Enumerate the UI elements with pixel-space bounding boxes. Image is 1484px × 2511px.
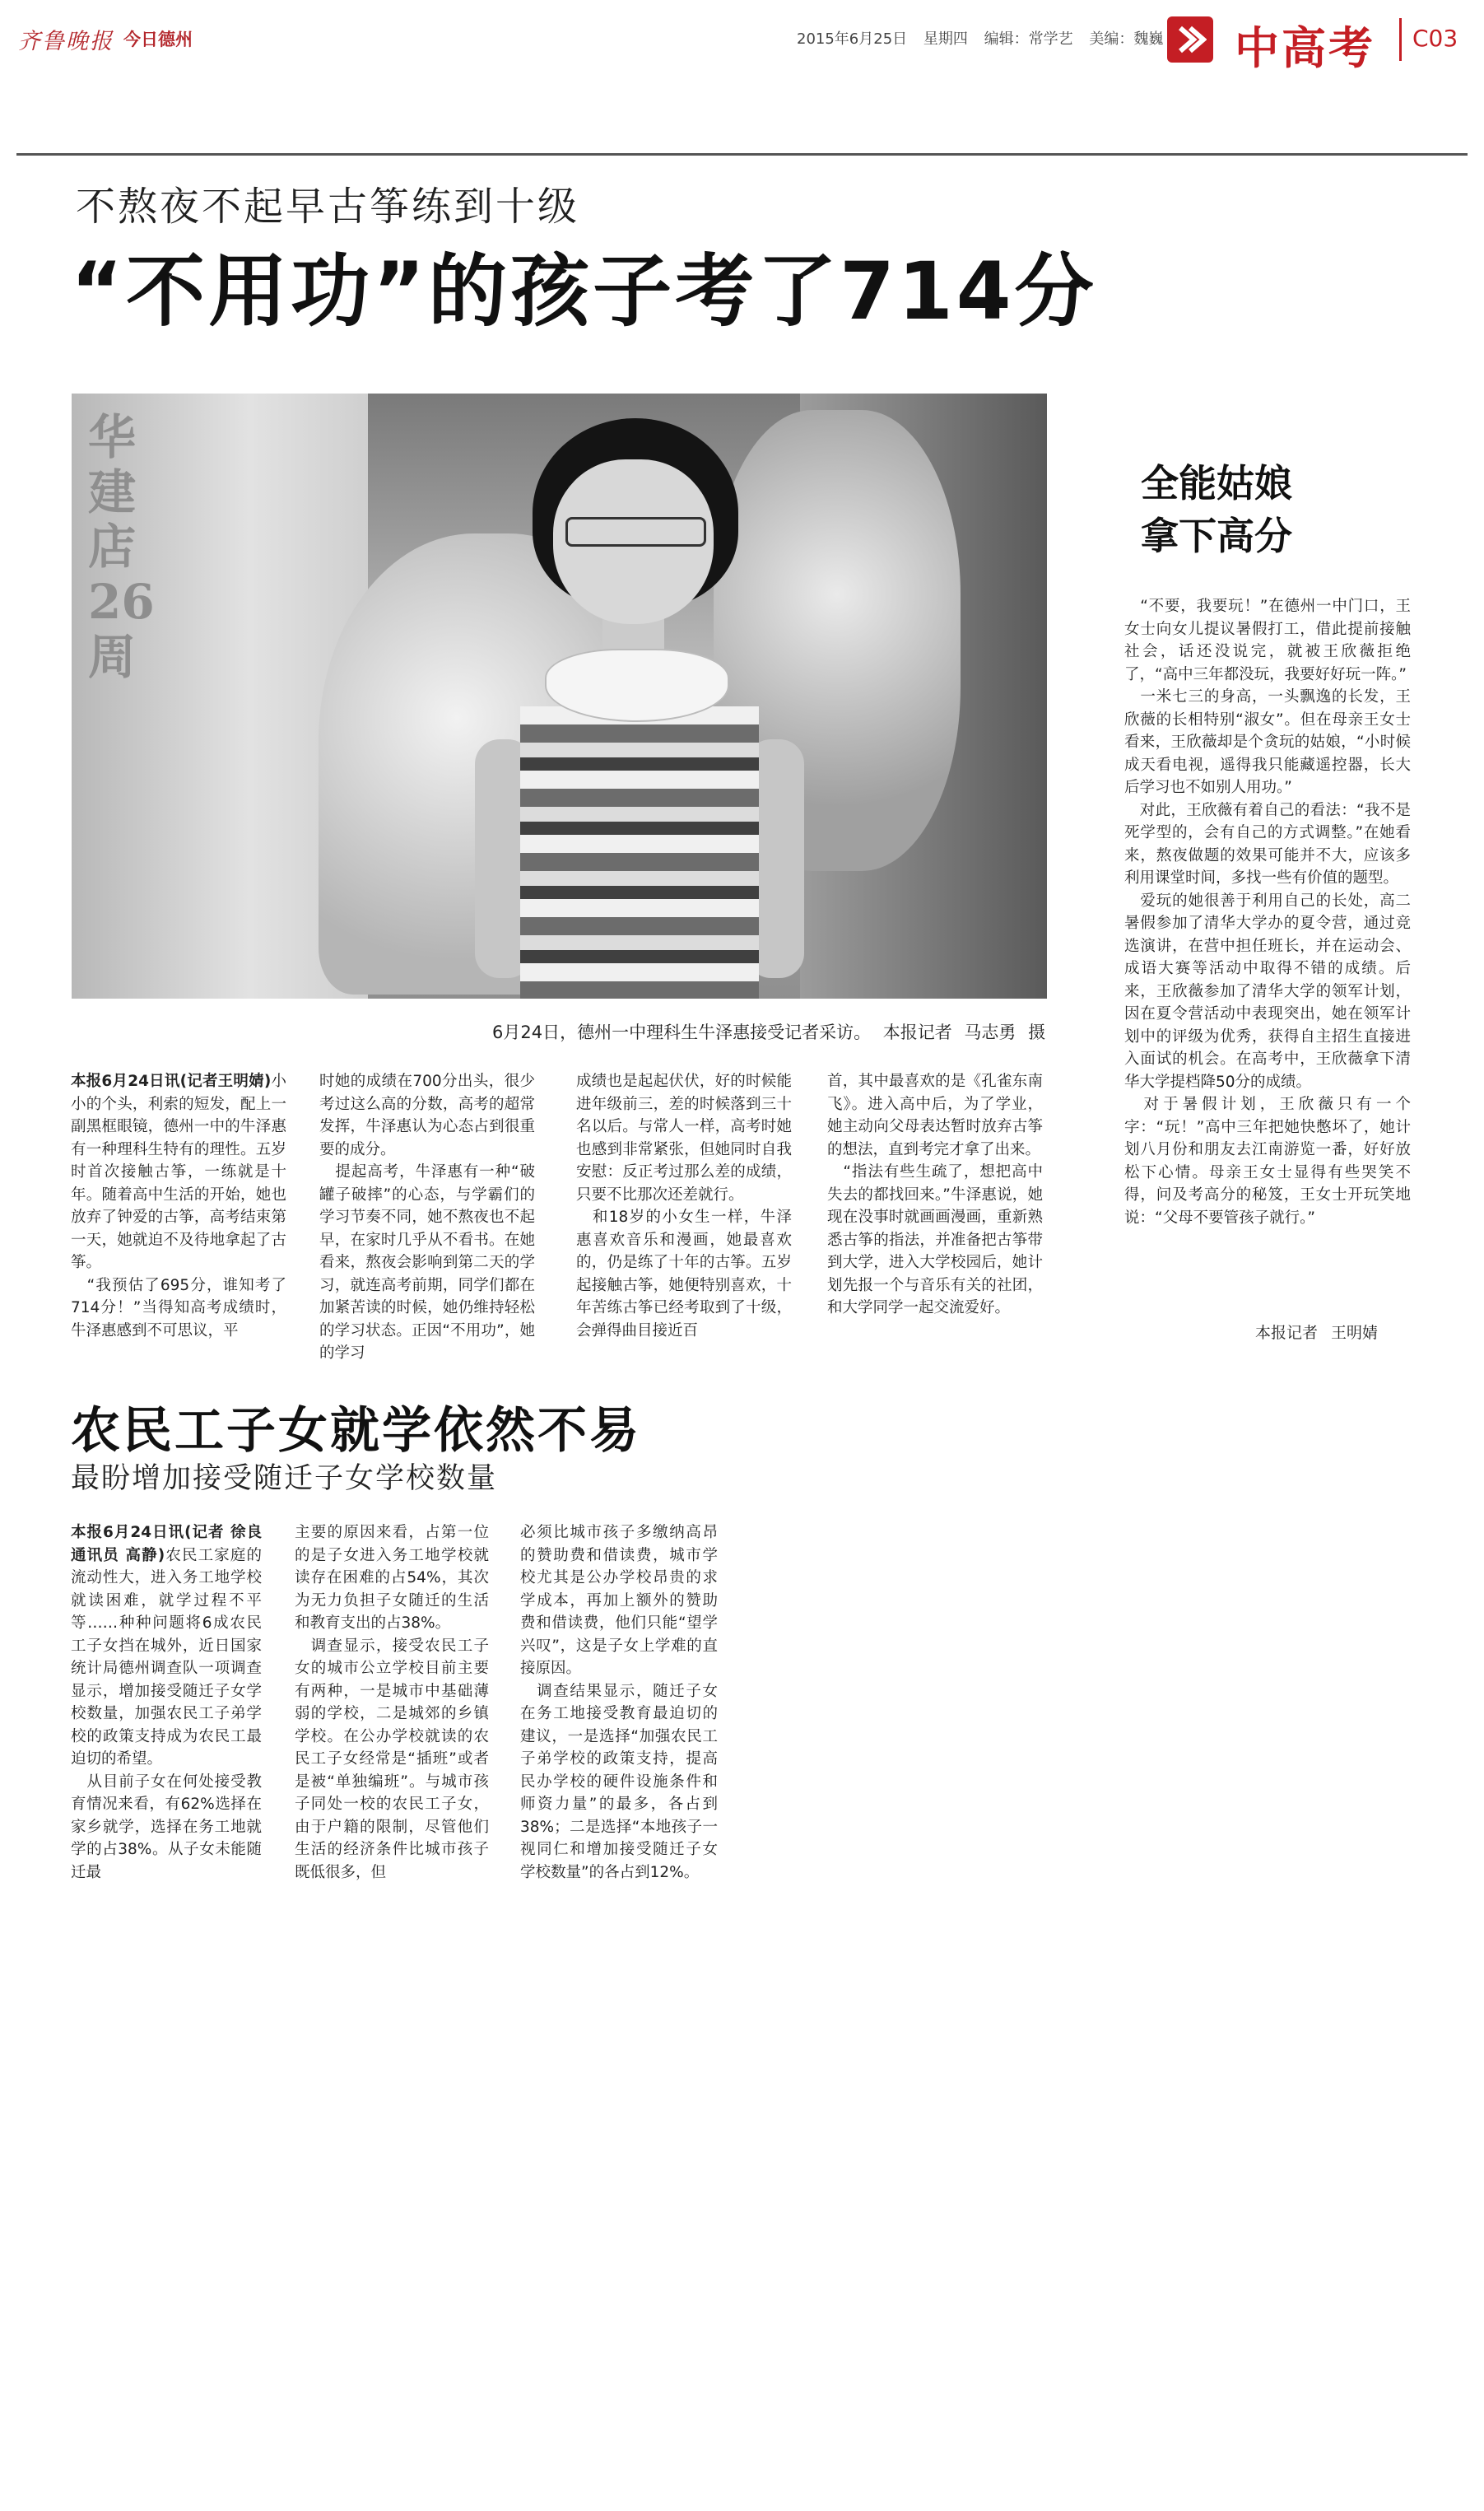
section-tag: 今日德州 [123,30,193,49]
issue-weekday: 星期四 [923,30,968,48]
article1-column-1-text: 小小的个头，利索的短发，配上一副黑框眼镜，德州一中的牛泽惠有一种理科生特有的理性。五岁时首次接触古筝，一练就是十年。随着高中生活的开始，她也放弃了钟爱的古筝，高考结束第一天，她就迫不及待地拿起了古筝。 “我预估了695分，谁知考了714分！”当得知高考成绩时，牛泽惠感到不可思议，平 [71,1073,286,1339]
article2-column-3: 必须比城市孩子多缴纳高昂的赞助费和借读费，城市学校尤其是公办学校昂贵的求学成本，再加上额外的赞助费和借读费，他们只能“望学兴叹”，这是子女上学难的直接原因。 调查结果显示，随迁子女在务工地接受教育最迫切的建议，一是选择“加强农民工子弟学校的政策支持，提高民办学校的硬件设施条件和师资力量”的最多，各占到38%；二是选择“本地孩子一视同仁和增加接受随迁子女学校数量”的各占到12%。 [520,1524,718,1881]
sidebar-body: “不要，我要玩！”在德州一中门口，王女士向女儿提议暑假打工，借此提前接触社会，话还没说完，就被王欣薇拒绝了，“高中三年都没玩，我要好好玩一阵。” 一米七三的身高，一头飘逸的长发，王欣薇的长相特别“淑女”。但在母亲王女士看来，王欣薇却是个贪玩的姑娘，“小时候成天看电视，遥得我只能藏遥控器，长大后学习也不如别人用功。” 对此，王欣薇有着自己的看法：“我不是死学型的，会有自己的方式调整。”在她看来，熬夜做题的效果可能并不大，应该多利用课堂时间，多找一些有价值的题型。 爱玩的她很善于利用自己的长处，高二暑假参加了清华大学办的夏令营，通过竞选演讲，在营中担任班长，并在运动会、成语大赛等活动中取得不错的成绩。后来，王欣薇参加了清华大学的领军计划，因在夏令营活动中表现突出，她在领军计划中的评级为优秀，获得自主招生直接进入面试的机会。在高考中，王欣薇拿下清华大学提档降50分的成绩。 对于暑假计划，王欣薇只有一个字：“玩！”高中三年把她快憋坏了，她计划八月份和朋友去江南游览一番，好好放松下心情。母亲王女士显得有些哭笑不得，问及考高分的秘笈，王女士开玩笑地说：“父母不要管孩子就行。” [1124,598,1411,1227]
article1-kicker: 不熬夜不起早古筝练到十级 [76,184,580,230]
designer-credit: 美编：魏巍 [1089,30,1164,48]
header-divider [1399,18,1402,61]
article1-headline: “不用功”的孩子考了714分 [71,245,1097,338]
article2-headline: 农民工子女就学依然不易 [71,1402,641,1460]
article2-subhead: 最盼增加接受随迁子女学校数量 [71,1462,498,1495]
editor-credit: 编辑：常学艺 [984,30,1073,48]
newspaper-logo: 齐鲁晚报 [18,29,114,54]
article1-column-2: 时她的成绩在700分出头，很少考过这么高的分数，高考的超常发挥，牛泽惠认为心态占到很重要的成分。 提起高考，牛泽惠有一种“破罐子破摔”的心态，与学霸们的学习节奏不同，她不熬夜也不起早，在家时几乎从不看书。在她看来，熬夜会影响到第二天的学习，就连高考前期，同学们都在加紧苦读的时候，她仍维持轻松的学习状态。正因“不用功”，她的学习 [319,1073,535,1362]
article1-column-3: 成绩也是起起伏伏，好的时候能进年级前三，差的时候落到三十名以后。与常人一样，高考时她也感到非常紧张，但她同时自我安慰：反正考过那么差的成绩，只要不比那次还差就行。 和18岁的小女生一样，牛泽惠喜欢音乐和漫画，她最喜欢的，仍是练了十年的古筝。五岁起接触古筝，她便特别喜欢，十年苦练古筝已经考取到了十级，会弹得曲目接近百 [576,1073,792,1339]
photo-collar [545,649,729,722]
section-name: 中高考 [1235,22,1375,74]
article2-dateline: 本报6月24日讯(记者 徐良 通讯员 高静) [71,1524,267,1564]
photo-striped-top [520,706,759,999]
photo-caption: 6月24日，德州一中理科生牛泽惠接受记者采访。 本报记者 马志勇 摄 [492,1023,1046,1042]
article2-column-1 [71,1521,267,1884]
article1-dateline: 本报6月24日讯(记者王明婧) [71,1073,272,1090]
page-number: C03 [1412,25,1458,52]
sidebar-byline: 本报记者 王明婧 [1255,1324,1379,1342]
issue-meta [797,27,1163,49]
photo-shop-sign: 华建店26周 [88,409,155,685]
article2-column-1-text: 农民工家庭的流动性大，进入务工地学校就读困难，就学过程不平等……种种问题将6成农民工子女挡在城外，近日国家统计局德州调查队一项调查显示，增加接受随迁子女学校数量，加强农民工子弟学校的政策支持成为农民工最迫切的希望。 从目前子女在何处接受教育情况来看，有62%选择在家乡就学，选择在务工地就学的占38%。从子女未能随迁最 [71,1546,262,1881]
article1-column-4: 首，其中最喜欢的是《孔雀东南飞》。进入高中后，为了学业，她主动向父母表达暂时放弃古筝的想法，直到考完才拿了出来。 “指法有些生疏了，想把高中失去的都找回来。”牛泽惠说，她现在没事时就画画漫画，重新熟悉古筝的指法，并准备把古筝带到大学，进入大学校园后，她计划先报一个与音乐有关的社团，和大学同学一起交流爱好。 [827,1073,1043,1316]
photo-glasses [565,517,706,547]
article1-photo [72,394,1047,999]
header-rule [16,153,1468,156]
sidebar-title: 全能姑娘 拿下高分 [1141,461,1292,558]
section-badge-icon [1167,16,1213,63]
article1-column-1 [71,1070,286,1342]
article2-column-2: 主要的原因来看，占第一位的是子女进入务工地学校就读存在困难的占54%，其次为无力负担子女随迁的生活和教育支出的占38%。 调查显示，接受农民工子女的城市公立学校目前主要有两种，一是城市中基础薄弱的学校，二是城郊的乡镇学校。在公办学校就读的农民工子女经常是“插班”或者是被“单独编班”。与城市孩子同处一校的农民工子女，由于户籍的限制，尽管他们生活的经济条件比城市孩子既低很多，但 [295,1524,489,1881]
issue-date: 2015年6月25日 [797,30,908,48]
